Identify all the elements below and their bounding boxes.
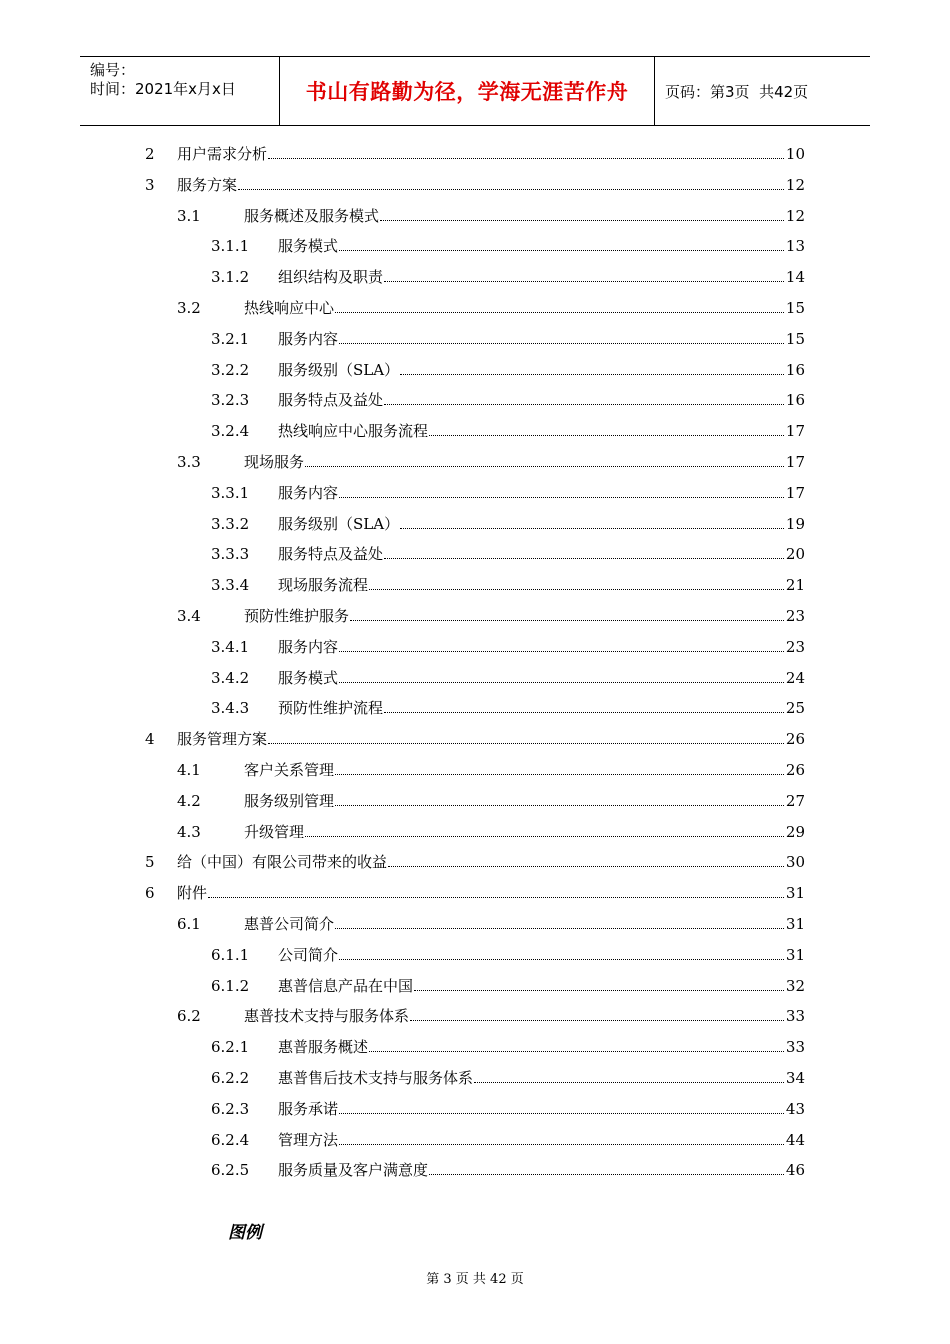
toc-entry[interactable] xyxy=(0,758,950,782)
toc-entry[interactable] xyxy=(0,327,950,351)
toc-entry-line xyxy=(177,142,805,166)
toc-entry[interactable] xyxy=(0,173,950,197)
toc-dot-leader xyxy=(268,157,784,159)
toc-entry-page: 33 xyxy=(785,1007,805,1026)
toc-dot-leader xyxy=(414,989,784,991)
toc-entry-title: 服务模式 xyxy=(278,668,339,687)
toc-dot-leader xyxy=(339,958,784,960)
toc-dot-leader xyxy=(268,742,784,744)
toc-entry-line xyxy=(278,512,805,536)
toc-entry[interactable] xyxy=(0,450,950,474)
toc-entry-number: 6.2.4 xyxy=(211,1130,250,1149)
toc-dot-leader xyxy=(238,188,784,190)
toc-entry-title: 服务方案 xyxy=(177,175,238,194)
toc-entry-number: 3.4.1 xyxy=(211,637,250,656)
toc-entry-title: 预防性维护流程 xyxy=(278,699,384,718)
toc-entry-number: 3.2.4 xyxy=(211,422,250,441)
toc-entry[interactable] xyxy=(0,358,950,382)
toc-dot-leader xyxy=(400,527,784,529)
toc-entry[interactable] xyxy=(0,635,950,659)
toc-dot-leader xyxy=(369,1050,784,1052)
toc-entry-title: 现场服务流程 xyxy=(278,576,369,595)
toc-entry-line xyxy=(244,296,805,320)
toc-entry-page: 19 xyxy=(785,514,805,533)
toc-entry-page: 29 xyxy=(785,822,805,841)
toc-entry[interactable] xyxy=(0,1035,950,1059)
toc-entry-page: 15 xyxy=(785,329,805,348)
toc-entry-page: 27 xyxy=(785,791,805,810)
toc-entry[interactable] xyxy=(0,850,950,874)
toc-entry[interactable] xyxy=(0,388,950,412)
toc-dot-leader xyxy=(384,557,784,559)
toc-entry-title: 惠普售后技术支持与服务体系 xyxy=(278,1069,474,1087)
toc-entry-line xyxy=(244,604,805,628)
toc-entry[interactable] xyxy=(0,696,950,720)
page-footer xyxy=(0,1268,950,1287)
toc-dot-leader xyxy=(474,1081,784,1083)
toc-entry-title: 惠普技术支持与服务体系 xyxy=(244,1007,410,1026)
toc-entry-page: 23 xyxy=(785,607,805,625)
toc-entry-number: 3.3.1 xyxy=(211,483,250,502)
toc-entry-page: 33 xyxy=(785,1038,805,1057)
toc-entry-page: 25 xyxy=(785,699,805,718)
toc-entry-title: 服务承诺 xyxy=(278,1099,339,1118)
toc-dot-leader xyxy=(384,280,784,282)
toc-dot-leader xyxy=(335,927,784,929)
toc-entry-line xyxy=(278,1128,805,1152)
toc-entry-number: 6.2 xyxy=(177,1007,201,1026)
toc-entry-number: 3.2.1 xyxy=(211,329,250,348)
toc-dot-leader xyxy=(388,865,784,867)
toc-entry-page: 44 xyxy=(785,1130,805,1149)
toc-entry-page: 10 xyxy=(785,145,805,163)
toc-entry-title: 服务级别（SLA） xyxy=(278,514,400,533)
toc-entry-line xyxy=(278,974,805,998)
toc-entry[interactable] xyxy=(0,974,950,998)
toc-entry-title: 服务内容 xyxy=(278,637,339,656)
toc-entry-line xyxy=(244,450,805,474)
toc-entry-number: 6.2.2 xyxy=(211,1069,250,1087)
toc-entry-line xyxy=(278,666,805,690)
toc-dot-leader xyxy=(339,249,784,251)
toc-entry-number: 3 xyxy=(145,175,155,194)
toc-entry-number: 6.2.1 xyxy=(211,1038,250,1057)
toc-dot-leader xyxy=(384,711,784,713)
toc-entry-page: 17 xyxy=(785,422,805,441)
toc-entry[interactable] xyxy=(0,666,950,690)
toc-entry-title: 服务特点及益处 xyxy=(278,545,384,564)
toc-entry[interactable] xyxy=(0,820,950,844)
toc-dot-leader xyxy=(208,896,784,898)
toc-entry-number: 3.1 xyxy=(177,206,201,225)
toc-entry-page: 32 xyxy=(785,976,805,995)
toc-dot-leader xyxy=(429,434,784,436)
toc-entry-number: 4.3 xyxy=(177,822,201,841)
document-number-label: 编号： xyxy=(90,61,136,79)
toc-entry-page: 23 xyxy=(785,637,805,656)
header-page-label: 页码：第3页 共42页 xyxy=(665,82,809,101)
toc-entry-page: 26 xyxy=(785,730,805,749)
toc-entry-number: 3.4.3 xyxy=(211,699,250,718)
toc-entry-line xyxy=(278,419,805,443)
toc-entry-title: 服务模式 xyxy=(278,237,339,256)
toc-entry-page: 16 xyxy=(785,360,805,379)
header-motto: 书山有路勤为径，学海无涯苦作舟 xyxy=(280,57,655,125)
toc-entry-page: 17 xyxy=(785,483,805,502)
toc-entry-title: 热线响应中心服务流程 xyxy=(278,422,429,441)
toc-dot-leader xyxy=(339,496,784,498)
toc-entry-title: 服务级别管理 xyxy=(244,791,335,810)
toc-entry-line xyxy=(244,758,805,782)
toc-dot-leader xyxy=(335,773,784,775)
toc-entry-line xyxy=(278,696,805,720)
toc-entry[interactable] xyxy=(0,204,950,228)
toc-entry[interactable] xyxy=(0,727,950,751)
toc-entry-line xyxy=(244,912,805,936)
document-date-label: 时间：2021年x月x日 xyxy=(90,80,236,98)
toc-entry-line xyxy=(278,573,805,597)
toc-entry-title: 用户需求分析 xyxy=(177,145,268,163)
toc-entry[interactable] xyxy=(0,265,950,289)
toc-entry-title: 附件 xyxy=(177,884,208,903)
toc-entry-number: 3.2.2 xyxy=(211,360,250,379)
toc-entry[interactable] xyxy=(0,1128,950,1152)
toc-entry-line xyxy=(177,881,805,905)
toc-entry-title: 服务特点及益处 xyxy=(278,391,384,410)
toc-dot-leader xyxy=(400,373,784,375)
toc-dot-leader xyxy=(369,588,784,590)
toc-entry[interactable] xyxy=(0,1097,950,1121)
toc-entry-title: 服务内容 xyxy=(278,329,339,348)
toc-entry-number: 3.3.3 xyxy=(211,545,250,564)
toc-entry-number: 3.1.2 xyxy=(211,268,250,287)
toc-entry[interactable] xyxy=(0,512,950,536)
toc-entry-number: 4 xyxy=(145,730,155,749)
toc-entry[interactable] xyxy=(0,912,950,936)
toc-dot-leader xyxy=(339,342,784,344)
toc-entry-title: 组织结构及职责 xyxy=(278,268,384,287)
toc-dot-leader xyxy=(339,1143,784,1145)
toc-entry[interactable] xyxy=(0,789,950,813)
toc-dot-leader xyxy=(335,804,784,806)
toc-entry[interactable] xyxy=(0,481,950,505)
toc-entry-number: 6 xyxy=(145,884,155,903)
toc-entry-title: 服务质量及客户满意度 xyxy=(278,1161,429,1180)
toc-entry[interactable] xyxy=(0,943,950,967)
toc-entry[interactable] xyxy=(0,881,950,905)
toc-entry-line xyxy=(244,789,805,813)
toc-entry-line xyxy=(244,820,805,844)
toc-entry[interactable] xyxy=(0,296,950,320)
toc-entry-line xyxy=(278,1066,805,1090)
toc-entry-number: 3.3 xyxy=(177,453,201,471)
toc-entry-line xyxy=(278,265,805,289)
toc-entry-number: 3.1.1 xyxy=(211,237,250,256)
toc-entry-title: 服务内容 xyxy=(278,483,339,502)
toc-entry-title: 管理方法 xyxy=(278,1130,339,1149)
toc-entry-line xyxy=(278,358,805,382)
toc-entry-title: 服务级别（SLA） xyxy=(278,360,400,379)
toc-entry-line xyxy=(177,850,805,874)
toc-entry[interactable] xyxy=(0,234,950,258)
header-page-info xyxy=(655,57,870,125)
toc-entry-page: 16 xyxy=(785,391,805,410)
toc-entry-line xyxy=(278,234,805,258)
toc-entry-number: 2 xyxy=(145,145,155,163)
toc-entry-title: 服务概述及服务模式 xyxy=(244,206,380,225)
toc-entry-title: 预防性维护服务 xyxy=(244,607,350,625)
toc-entry-page: 20 xyxy=(785,545,805,564)
toc-entry-number: 3.3.4 xyxy=(211,576,250,595)
toc-entry-page: 12 xyxy=(785,175,805,194)
toc-entry-page: 26 xyxy=(785,761,805,779)
toc-entry-line xyxy=(278,1035,805,1059)
toc-entry-line xyxy=(244,1004,805,1028)
toc-dot-leader xyxy=(384,403,784,405)
toc-entry-number: 3.3.2 xyxy=(211,514,250,533)
toc-entry-number: 4.1 xyxy=(177,761,201,779)
toc-dot-leader xyxy=(335,311,784,313)
toc-entry-page: 12 xyxy=(785,206,805,225)
toc-entry-line xyxy=(177,173,805,197)
toc-entry-page: 13 xyxy=(785,237,805,256)
toc-entry-line xyxy=(278,481,805,505)
toc-entry-number: 3.4.2 xyxy=(211,668,250,687)
toc-entry-number: 3.2.3 xyxy=(211,391,250,410)
toc-entry[interactable] xyxy=(0,573,950,597)
toc-entry-title: 升级管理 xyxy=(244,822,305,841)
toc-entry-page: 31 xyxy=(785,884,805,903)
toc-dot-leader xyxy=(429,1173,784,1175)
toc-entry-number: 6.1 xyxy=(177,915,201,933)
toc-entry-page: 30 xyxy=(785,853,805,872)
toc-dot-leader xyxy=(350,619,784,621)
toc-entry-title: 惠普服务概述 xyxy=(278,1038,369,1057)
toc-entry-page: 24 xyxy=(785,668,805,687)
toc-dot-leader xyxy=(410,1019,784,1021)
toc-entry-number: 5 xyxy=(145,853,155,872)
header-meta xyxy=(80,57,280,125)
toc-dot-leader xyxy=(339,1112,784,1114)
toc-entry-title: 现场服务 xyxy=(244,453,305,471)
toc-dot-leader xyxy=(305,835,784,837)
toc-entry-page: 31 xyxy=(785,915,805,933)
toc-entry-number: 3.2 xyxy=(177,299,201,317)
toc-entry-line xyxy=(278,1097,805,1121)
toc-entry-number: 6.1.2 xyxy=(211,976,250,995)
toc-entry[interactable] xyxy=(0,419,950,443)
toc-entry-title: 客户关系管理 xyxy=(244,761,335,779)
toc-entry[interactable] xyxy=(0,604,950,628)
toc-entry-page: 43 xyxy=(785,1099,805,1118)
toc-entry[interactable] xyxy=(0,1158,950,1182)
toc-entry-line xyxy=(177,727,805,751)
toc-entry-line xyxy=(278,542,805,566)
toc-entry-line xyxy=(244,204,805,228)
page-header xyxy=(80,56,870,126)
toc-entry-page: 46 xyxy=(785,1161,805,1180)
toc-entry-number: 6.2.3 xyxy=(211,1099,250,1118)
toc-entry-page: 17 xyxy=(785,453,805,471)
footer-page-number: 第 3 页 共 42 页 xyxy=(426,1272,524,1287)
toc-entry[interactable] xyxy=(0,542,950,566)
toc-entry-page: 21 xyxy=(785,576,805,595)
toc-entry-line xyxy=(278,327,805,351)
toc-entry-line xyxy=(278,635,805,659)
toc-entry-title: 公司简介 xyxy=(278,945,339,964)
toc-entry-title: 服务管理方案 xyxy=(177,730,268,749)
toc-dot-leader xyxy=(339,681,784,683)
toc-entry[interactable] xyxy=(0,1004,950,1028)
legend-heading: 图例 xyxy=(228,1223,262,1243)
toc-entry-number: 6.1.1 xyxy=(211,945,250,964)
toc-entry-line xyxy=(278,943,805,967)
toc-entry-page: 31 xyxy=(785,945,805,964)
toc-dot-leader xyxy=(380,219,784,221)
toc-entry-number: 3.4 xyxy=(177,607,201,625)
toc-entry-page: 14 xyxy=(785,268,805,287)
toc-entry-title: 给（中国）有限公司带来的收益 xyxy=(177,853,388,872)
toc-entry-number: 6.2.5 xyxy=(211,1161,250,1180)
toc-dot-leader xyxy=(339,650,784,652)
toc-entry-line xyxy=(278,388,805,412)
toc-entry-line xyxy=(278,1158,805,1182)
toc-entry-number: 4.2 xyxy=(177,791,201,810)
toc-dot-leader xyxy=(305,465,784,467)
toc-entry-page: 34 xyxy=(785,1069,805,1087)
toc-entry-title: 热线响应中心 xyxy=(244,299,335,317)
toc-entry-title: 惠普信息产品在中国 xyxy=(278,976,414,995)
toc-entry[interactable] xyxy=(0,1066,950,1090)
toc-entry-title: 惠普公司简介 xyxy=(244,915,335,933)
toc-entry[interactable] xyxy=(0,142,950,166)
toc-entry-page: 15 xyxy=(785,299,805,317)
